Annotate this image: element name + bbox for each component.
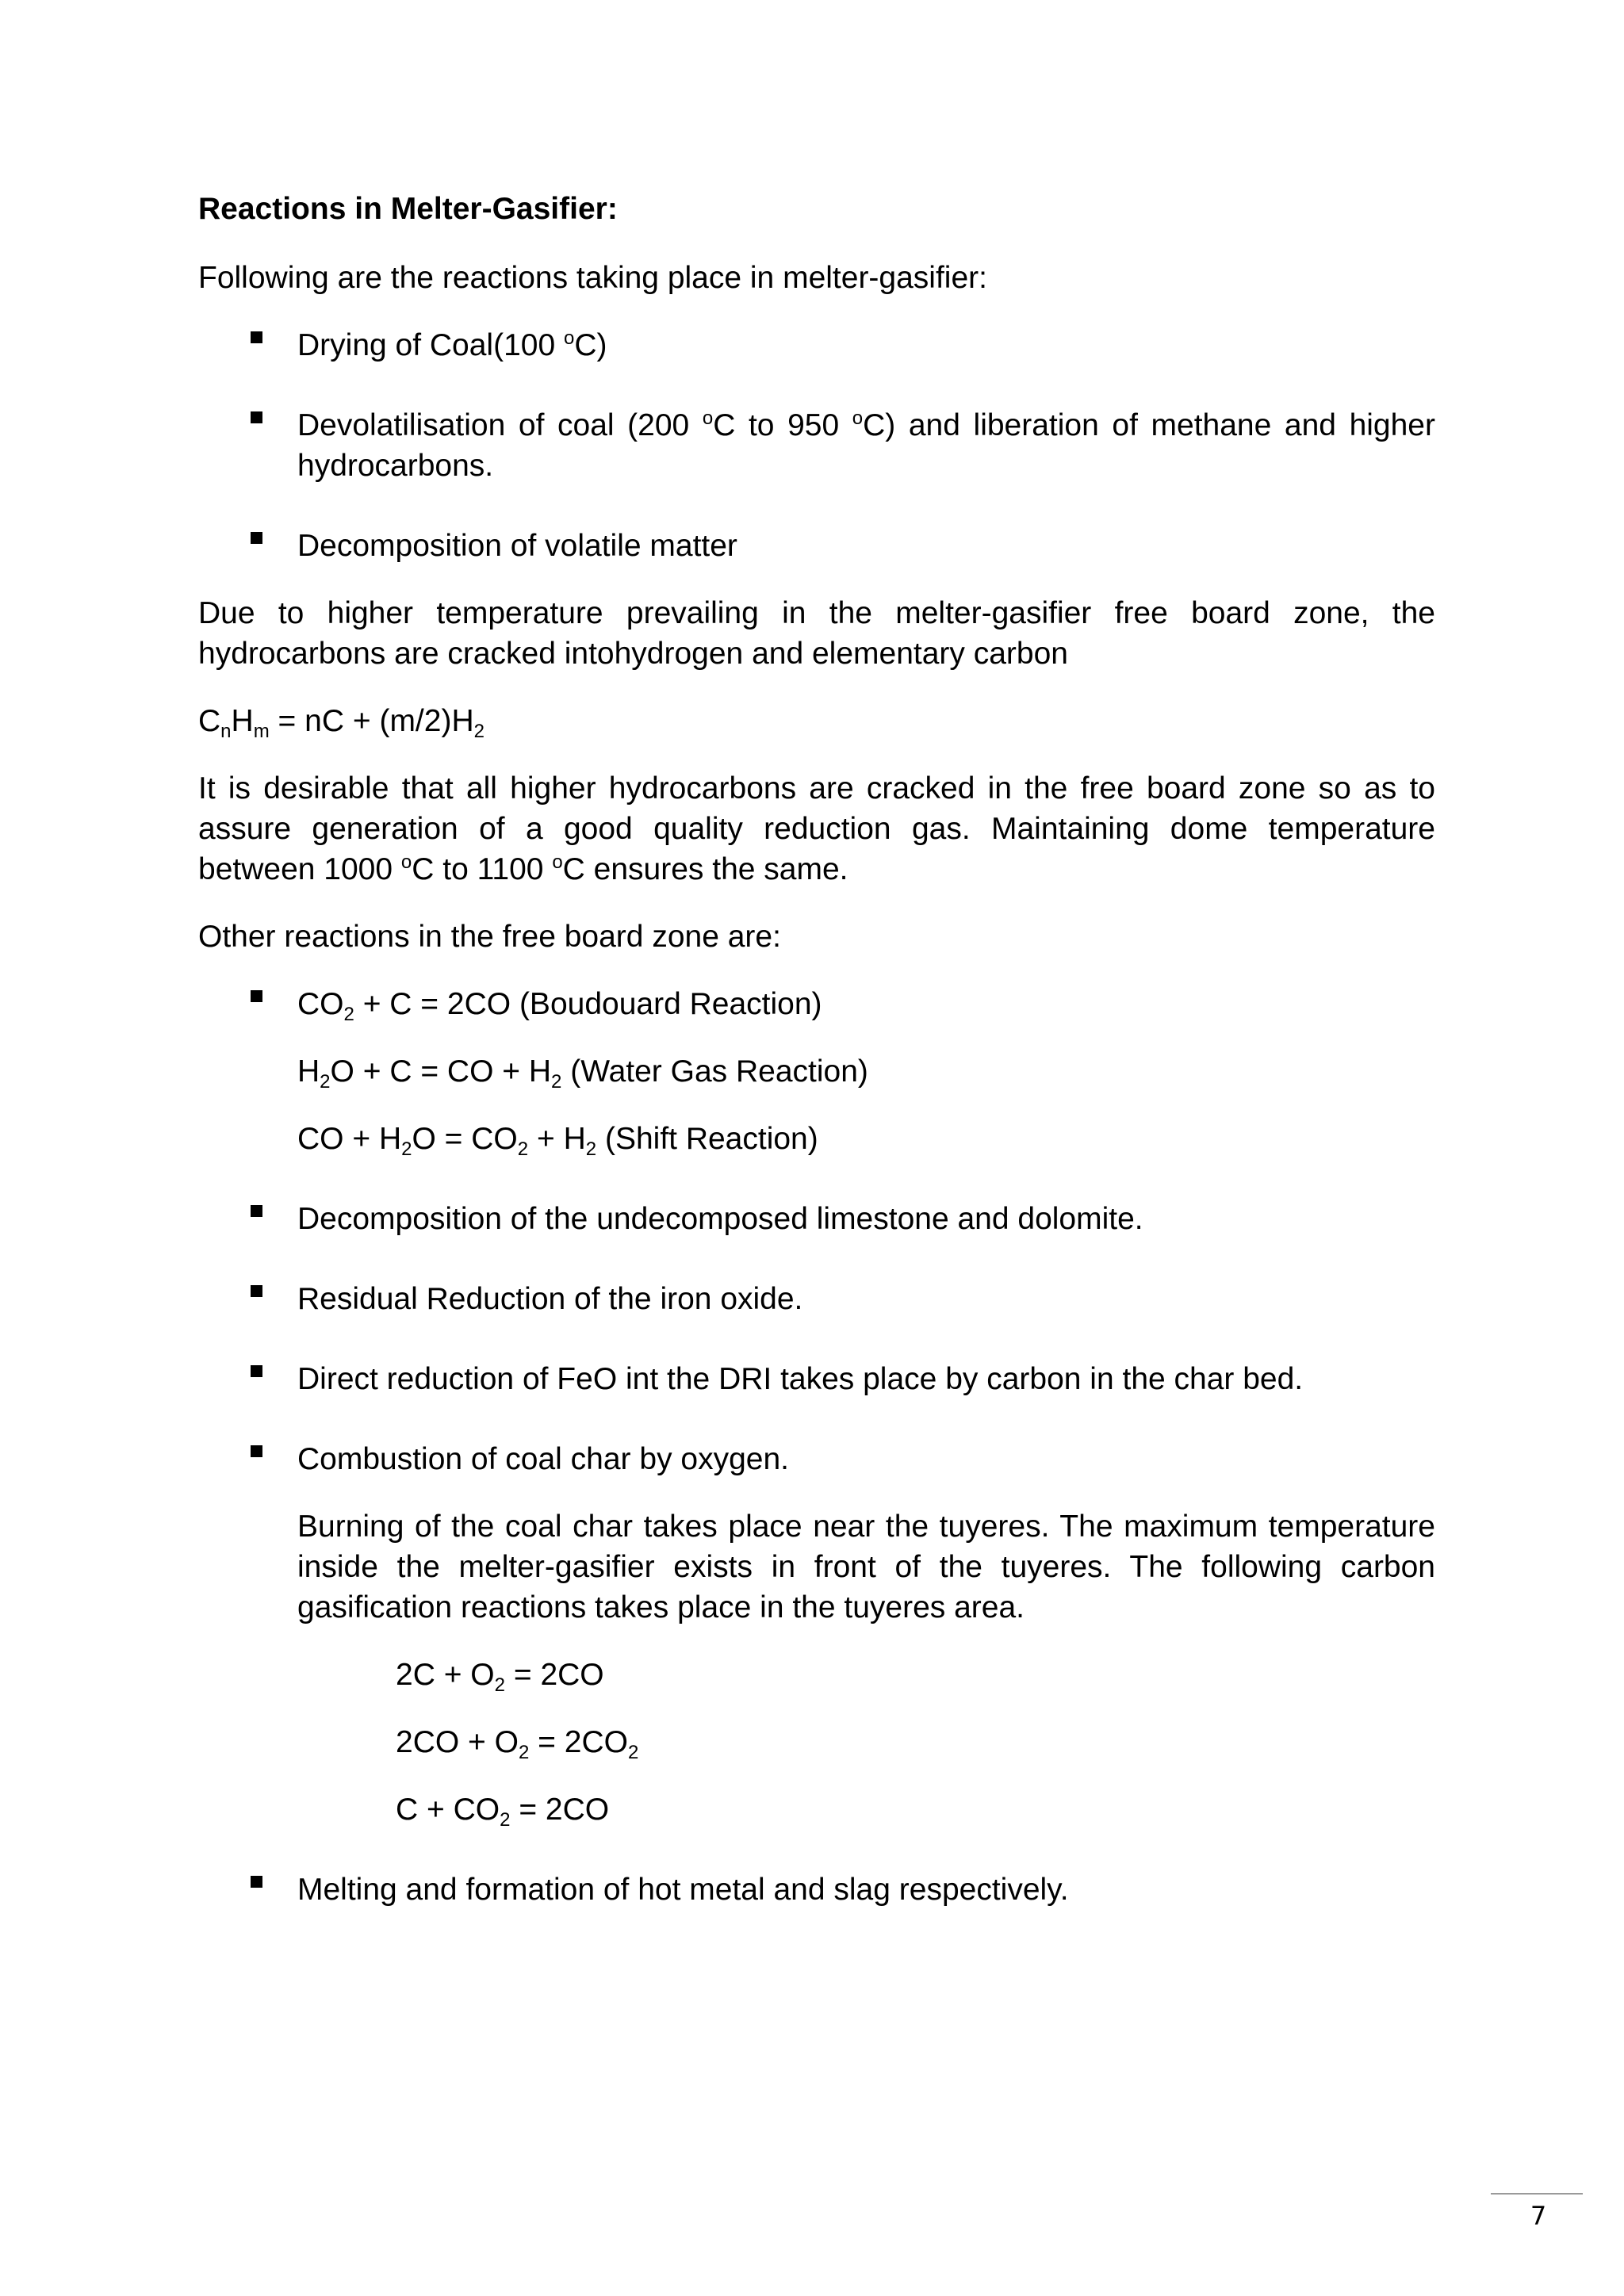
bullet-melting: Melting and formation of hot metal and slag respectively. (198, 1869, 1435, 1910)
boudouard-reaction: $CO_2 + C = 2CO$ (Boudouard Reaction) (297, 987, 822, 1025)
water-gas-reaction: $H_2O + C$ = CO + $H_2$ (Water Gas Reaction) (297, 1054, 868, 1093)
tuyere-equations (297, 1655, 1435, 1830)
shift-reaction: CO + $H_2O = CO_2 + H_2$ (Shift Reaction) (297, 1122, 818, 1160)
cracking-paragraph: Due to higher temperature prevailing in the melter-gasifier free board zone, the hydrocarbons are cracked intohydrogen and elementary carbon (198, 596, 1435, 671)
intro-paragraph: Following are the reactions taking place in melter-gasifier: (198, 261, 987, 295)
equation-2: $2CO + O_2 = 2CO_2$ (396, 1725, 639, 1763)
bullet-gas-reactions (198, 984, 1435, 1159)
section-heading: Reactions in Melter-Gasifier: (198, 192, 618, 226)
bullet-devolatilisation: Devolatilisation of coal (200 $^o$C to 950 $^o$C) and liberation of methane and higher hydrocarbons. (198, 405, 1435, 486)
bullet-residual-reduction: Residual Reduction of the iron oxide. (198, 1279, 1435, 1319)
bullet-decomposition-volatile: Decomposition of volatile matter (198, 526, 1435, 566)
bullet-drying: Drying of Coal(100 $^o$C) (198, 325, 1435, 365)
free-board-reaction-list (198, 984, 1435, 1910)
page-content (198, 189, 1435, 1950)
burning-paragraph: Burning of the coal char takes place near the tuyeres. The maximum temperature inside the melter-gasifier exists in front of the tuyeres. The following carbon gasification reactions takes place in the tuyeres area. (297, 1510, 1435, 1624)
bullet-direct-reduction: Direct reduction of FeO int the DRI takes place by carbon in the char bed. (198, 1359, 1435, 1399)
bullet-combustion: Combustion of coal char by oxygen. Burning of the coal char takes place near the tuyeres. The maximum temperature inside the melter-gasifier exists in front of the tuyeres. The following carbon gasification reactions takes place in the tuyeres area. $2C + O_2 = 2CO$ $2CO + O_2 = 2CO_2$ $C + CO_2 = 2CO$ (198, 1439, 1435, 1830)
desirable-paragraph: It is desirable that all higher hydrocarbons are cracked in the free board zone so as to assure generation of a good quality reduction gas. Maintaining dome temperature between 1000 $^o$C to 1100 $^o$C ensures the same. (198, 771, 1435, 886)
equation-3: $C + CO_2 = 2CO$ (396, 1793, 610, 1831)
process-bullet-list (198, 325, 1435, 566)
page-number: 7 (1530, 2201, 1547, 2231)
other-reactions-intro: Other reactions in the free board zone are: (198, 920, 781, 954)
bullet-limestone: Decomposition of the undecomposed limestone and dolomite. (198, 1199, 1435, 1239)
cracking-formula: $C_nH_m$ = nC + $(m/2)H_2$ (198, 704, 485, 742)
footer-rule (1491, 2193, 1583, 2195)
equation-1: $2C + O_2 = 2CO$ (396, 1658, 604, 1696)
